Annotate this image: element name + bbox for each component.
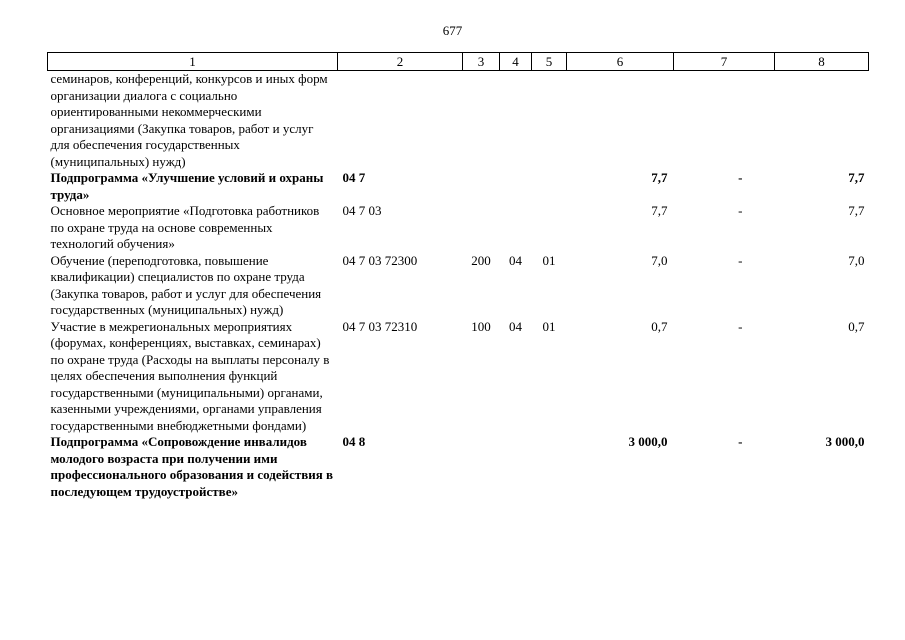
header-col-1: 1 xyxy=(48,53,338,71)
row-col-7: - xyxy=(738,434,743,449)
row-col-5 xyxy=(532,434,567,500)
table-row xyxy=(48,71,869,171)
row-name: Обучение (переподготовка, повышение квалификации) специалистов по охране труда (Закупка товаров, работ и услуг для обеспечения государственных (муниципальных) нужд) xyxy=(50,252,322,317)
header-col-6: 6 xyxy=(567,53,674,71)
row-col-8: 7,0 xyxy=(848,252,865,268)
row-code: 04 7 xyxy=(342,170,366,185)
row-col-6: 3 000,0 xyxy=(628,434,668,449)
row-code: 04 7 03 72310 xyxy=(342,318,418,334)
table-header xyxy=(48,53,869,71)
row-col-3 xyxy=(463,170,500,203)
row-col-8: 7,7 xyxy=(848,170,865,185)
row-col-5: 01 xyxy=(542,252,556,268)
row-col-5 xyxy=(532,71,567,171)
row-col-7: - xyxy=(738,318,743,334)
row-col-5 xyxy=(532,170,567,203)
row-col-4 xyxy=(500,434,532,500)
table-row xyxy=(48,203,869,253)
row-col-7: - xyxy=(738,203,743,218)
row-col-5 xyxy=(532,203,567,253)
header-col-5: 5 xyxy=(532,53,567,71)
row-col-6: 7,0 xyxy=(651,252,668,268)
row-name: Подпрограмма «Сопровождение инвалидов молодого возраста при получении ими профессионального образования и содействия в последующем трудоустройстве» xyxy=(50,434,334,499)
row-col-3 xyxy=(463,71,500,171)
header-col-2: 2 xyxy=(338,53,463,71)
table-row xyxy=(48,253,869,319)
row-code: 04 7 03 xyxy=(342,203,382,218)
row-col-3 xyxy=(463,434,500,500)
row-code xyxy=(338,71,463,171)
row-col-8: 7,7 xyxy=(848,203,865,218)
budget-table xyxy=(47,52,869,500)
table-row-subprogram xyxy=(48,434,869,500)
header-col-7: 7 xyxy=(674,53,775,71)
row-col-4 xyxy=(500,71,532,171)
row-col-5: 01 xyxy=(542,318,556,334)
row-col-3: 200 xyxy=(471,252,491,268)
row-col-7: - xyxy=(738,252,743,268)
header-col-3: 3 xyxy=(463,53,500,71)
header-col-4: 4 xyxy=(500,53,532,71)
row-col-4: 04 xyxy=(509,318,522,334)
header-col-8: 8 xyxy=(775,53,869,71)
row-col-7: - xyxy=(738,170,743,185)
table-body xyxy=(48,71,869,501)
row-col-4 xyxy=(500,203,532,253)
row-col-6: 7,7 xyxy=(651,203,668,218)
row-col-4 xyxy=(500,170,532,203)
row-code: 04 7 03 72300 xyxy=(342,252,418,268)
row-code: 04 8 xyxy=(342,434,366,449)
table-row-subprogram xyxy=(48,170,869,203)
row-col-3: 100 xyxy=(471,318,491,334)
row-col-8: 0,7 xyxy=(848,318,865,334)
row-col-8 xyxy=(775,71,869,171)
row-col-6: 0,7 xyxy=(651,318,668,334)
header-row xyxy=(48,53,869,71)
row-col-3 xyxy=(463,203,500,253)
row-col-7 xyxy=(674,71,775,171)
row-col-6 xyxy=(567,71,674,171)
row-col-8: 3 000,0 xyxy=(825,434,865,449)
row-name: Основное мероприятие «Подготовка работников по охране труда на основе современных технологий обучения» xyxy=(50,203,320,251)
row-col-6: 7,7 xyxy=(651,170,668,185)
row-name: Участие в межрегиональных мероприятиях (форумах, конференциях, выставках, семинарах) по охране труда (Расходы на выплаты персоналу в целях обеспечения выполнения функций государственными (муниципальными) органами, казенными учреждениями, органами управления государственными внебюджетными фондами) xyxy=(50,318,330,433)
row-col-4: 04 xyxy=(509,252,522,268)
row-name: Подпрограмма «Улучшение условий и охраны труда» xyxy=(50,170,324,202)
page-number: 677 xyxy=(442,23,463,38)
table-row xyxy=(48,319,869,435)
row-name: семинаров, конференций, конкурсов и иных форм организации диалога с социально ориентированными некоммерческими организациями (Закупка товаров, работ и услуг для обеспечения государственных (муниципальных) нужд) xyxy=(50,71,328,169)
